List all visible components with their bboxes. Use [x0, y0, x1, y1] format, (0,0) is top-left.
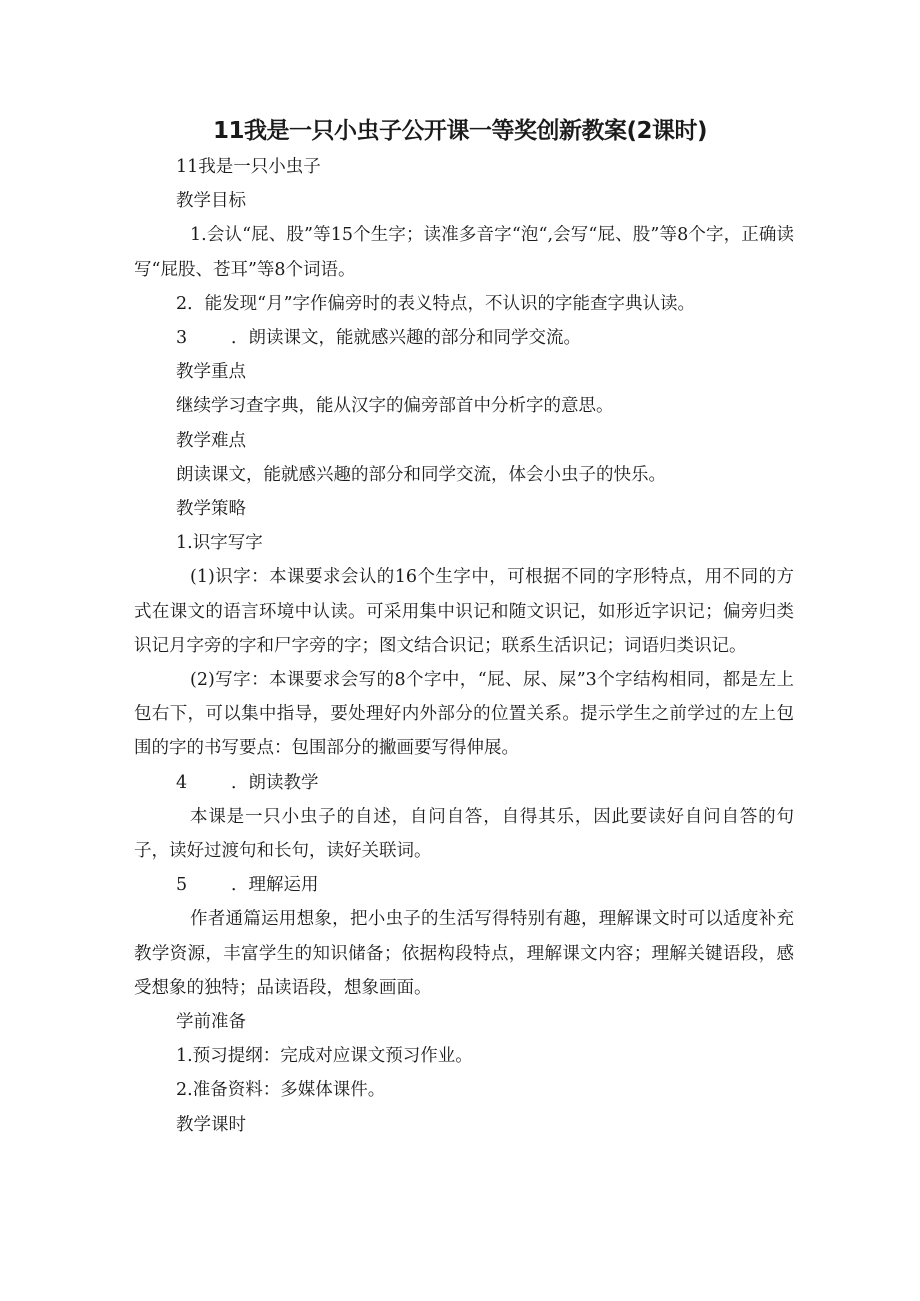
goal-1: 1.会认“屁、股”等15个生字；读准多音字“泡“,会写“屁、股”等8个字，正确读写“屁股、苍耳”等8个词语。	[134, 225, 794, 280]
strategy-4-heading	[134, 766, 794, 800]
prep-1: 1.预习提纲：完成对应课文预习作业。	[176, 1046, 473, 1067]
goals-heading: 教学目标	[176, 191, 246, 212]
goal-2: 2．能发现“月”字作偏旁时的表义特点，不认识的字能查字典认读。	[176, 293, 696, 314]
key-text: 继续学习查字典，能从汉字的偏旁部首中分析字的意思。	[176, 396, 614, 417]
strategy-4-number: 4	[176, 772, 188, 793]
strategy-1a: (1)识字：本课要求会认的16个生字中，可根据不同的字形特点，用不同的方式在课文的语言环境中认读。可采用集中识记和随文识记，如形近字识记；偏旁归类识记月字旁的字和尸字旁的字；图文结合识记；联系生活识记；词语归类识记。	[134, 567, 794, 656]
strategy-1b: (2)写字：本课要求会写的8个字中，“屁、尿、屎”3个字结构相同，都是左上包右下，可以集中指导，要处理好内外部分的位置关系。提示学生之前学过的左上包围的字的书写要点：包围部分的撇画要写得伸展。	[134, 670, 794, 759]
lesson-subtitle: 11我是一只小虫子	[176, 157, 321, 177]
difficulty-heading: 教学难点	[176, 430, 246, 451]
strategy-5-number: 5	[176, 875, 188, 896]
strategy-heading: 教学策略	[176, 499, 246, 520]
goal-3	[134, 321, 794, 355]
strategy-5-label: ．理解运用	[231, 875, 319, 896]
prep-2: 2.准备资料：多媒体课件。	[176, 1080, 386, 1101]
strategy-1-heading: 1.识字写字	[176, 533, 263, 554]
document-title: 11我是一只小虫子公开课一等奖创新教案(2课时)	[212, 118, 708, 144]
key-heading: 教学重点	[176, 362, 246, 383]
difficulty-text: 朗读课文，能就感兴趣的部分和同学交流，体会小虫子的快乐。	[176, 464, 666, 485]
goal-3-text: ．朗读课文，能就感兴趣的部分和同学交流。	[231, 328, 581, 349]
strategy-4-label: ．朗读教学	[231, 772, 319, 793]
hours-heading: 教学课时	[176, 1114, 246, 1135]
document-body	[134, 150, 794, 1142]
strategy-4-text: 本课是一只小虫子的自述，自问自答，自得其乐，因此要读好自问自答的句子，读好过渡句和长句，读好关联词。	[134, 806, 794, 862]
prep-heading: 学前准备	[176, 1012, 246, 1033]
strategy-5-heading	[134, 868, 794, 902]
goal-3-number: 3	[176, 328, 188, 349]
strategy-5-text: 作者通篇运用想象，把小虫子的生活写得特别有趣，理解课文时可以适度补充教学资源，丰富学生的知识储备；依据构段特点，理解课文内容；理解关键语段，感受想象的独特；品读语段，想象画面。	[134, 909, 794, 998]
